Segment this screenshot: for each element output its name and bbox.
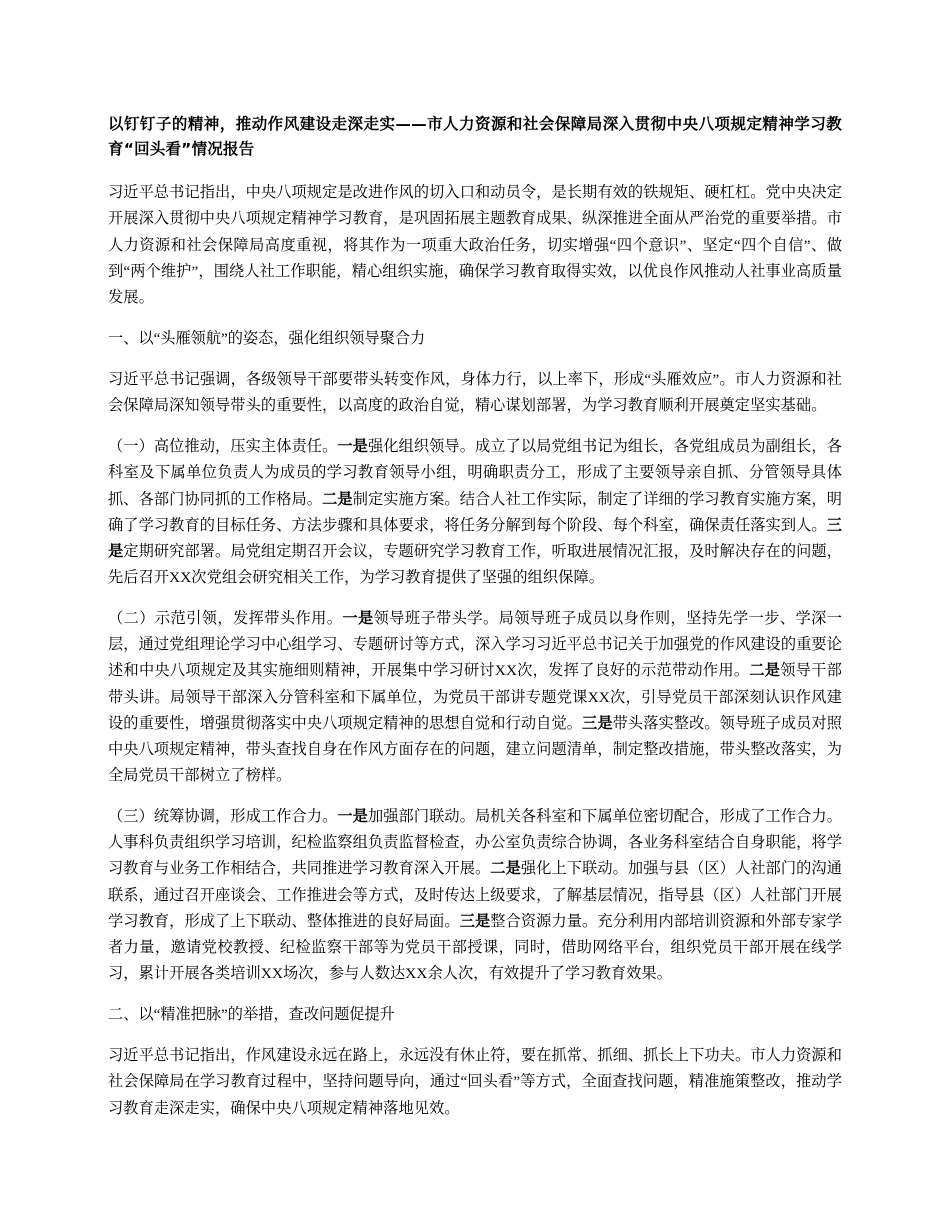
- body-paragraph: [108, 367, 842, 419]
- emphasis-text: 一是: [337, 808, 368, 826]
- paragraph-text: 领导班子带头学。局领导班子成员以身作则，坚持先学一步、学深一层，通过党组理论学习中心组学习、专题研讨等方式，深入学习习近平总书记关于加强党的作风建设的重要论述和中央八项规定及其实施细则精神，开展集中学习研讨XX次，发挥了良好的示范带动作用。: [108, 610, 843, 680]
- paragraph-text: 加强部门联动。局机关各科室和下属单位密切配合，形成了工作合力。人事科负责组织学习培训，纪检监察组负责监督检查，办公室负责综合协调，各业务科室结合自身职能，将学习教育与业务工作相结合，共同推进学习教育深入开展。: [108, 808, 843, 878]
- emphasis-text: 一是: [337, 438, 368, 456]
- body-paragraph: [108, 434, 842, 591]
- paragraph-text: 习近平总书记强调，各级领导干部要带头转变作风，身体力行，以上率下，形成“头雁效应”。市人力资源和社会保障局深知领导带头的重要性，以高度的政治自觉，精心谋划部署，为学习教育顺利开展奠定坚实基础。: [108, 371, 842, 415]
- paragraph-text: （一）高位推动，压实主体责任。: [108, 438, 338, 456]
- paragraph-text: 强化组织领导。成立了以局党组书记为组长，各党组成员为副组长，各科室及下属单位负责人为成员的学习教育领导小组，明确职责分工，形成了主要领导亲自抓、分管领导具体抓、各部门协同抓的工作格局。: [108, 438, 843, 508]
- emphasis-text: 二是: [322, 490, 353, 508]
- emphasis-text: 三是: [459, 912, 491, 930]
- paragraph-text: 整合资源力量。充分利用内部培训资源和外部专家学者力量，邀请党校教授、纪检监察干部等为党员干部授课，同时，借助网络平台，组织党员干部开展在线学习，累计开展各类培训XX场次，参与人数达XX余人次，有效提升了学习教育效果。: [108, 912, 842, 983]
- paragraph-text: （三）统筹协调，形成工作合力。: [108, 808, 338, 826]
- emphasis-text: 一是: [342, 610, 374, 628]
- paragraph-text: 领导干部带头讲。局领导干部深入分管科室和下属单位，为党员干部讲专题党课XX次，引导党员干部深刻认识作风建设的重要性，增强贯彻落实中央八项规定精神的思想自觉和行动自觉。: [108, 662, 842, 732]
- body-paragraph: [108, 804, 842, 987]
- paragraph-text: 带头落实整改。领导班子成员对照中央八项规定精神，带头查找自身在作风方面存在的问题，建立问题清单，制定整改措施，带头整改落实，为全局党员干部树立了榜样。: [108, 714, 843, 785]
- section-heading: [108, 326, 842, 352]
- paragraph-text: 习近平总书记指出，作风建设永远在路上，永远没有休止符，要在抓常、抓细、抓长上下功夫。市人力资源和社会保障局在学习教育过程中，坚持问题导向，通过“回头看”等方式，全面查找问题，精准施策整改，推动学习教育走深走实，确保中央八项规定精神落地见效。: [108, 1047, 842, 1117]
- paragraph-text: 一、以“头雁领航”的姿态，强化组织领导聚合力: [108, 329, 426, 347]
- paragraph-text: 制定实施方案。结合人社工作实际，制定了详细的学习教育实施方案，明确了学习教育的目标任务、方法步骤和具体要求，将任务分解到每个阶段、每个科室，确保责任落实到人。: [108, 490, 843, 534]
- page-title: 以钉钉子的精神，推动作风建设走深走实——市人力资源和社会保障局深入贯彻中央八项规定精神学习教育“回头看”情况报告: [108, 115, 842, 159]
- emphasis-text: 三是: [108, 516, 842, 560]
- paragraph-text: （二）示范引领，发挥带头作用。: [108, 610, 343, 628]
- emphasis-text: 三是: [582, 714, 613, 732]
- emphasis-text: 二是: [490, 860, 521, 878]
- body-paragraph: [108, 180, 842, 311]
- emphasis-text: 二是: [749, 662, 781, 680]
- body-paragraph: [108, 1043, 842, 1121]
- body-paragraph: [108, 606, 842, 789]
- document-body: [108, 180, 842, 1122]
- paragraph-text: 定期研究部署。局党组定期召开会议，专题研究学习教育工作，听取进展情况汇报，及时解决存在的问题，先后召开XX次党组会研究相关工作，为学习教育提供了坚强的组织保障。: [108, 542, 842, 587]
- paragraph-text: 强化上下联动。加强与县（区）人社部门的沟通联系，通过召开座谈会、工作推进会等方式，及时传达上级要求，了解基层情况，指导县（区）人社部门开展学习教育，形成了上下联动、整体推进的良好局面。: [108, 860, 843, 930]
- paragraph-text: 习近平总书记指出，中央八项规定是改进作风的切入口和动员令，是长期有效的铁规矩、硬杠杠。党中央决定开展深入贯彻中央八项规定精神学习教育，是巩固拓展主题教育成果、纵深推进全面从严治党的重要举措。市人力资源和社会保障局高度重视，将其作为一项重大政治任务，切实增强“四个意识”、坚定“四个自信”、做到“两个维护”，围绕人社工作职能，精心组织实施，确保学习教育取得实效，以优良作风推动人社事业高质量发展。: [108, 184, 842, 306]
- section-heading: [108, 1002, 842, 1028]
- paragraph-text: 二、以“精准把脉”的举措，查改问题促提升: [108, 1006, 395, 1024]
